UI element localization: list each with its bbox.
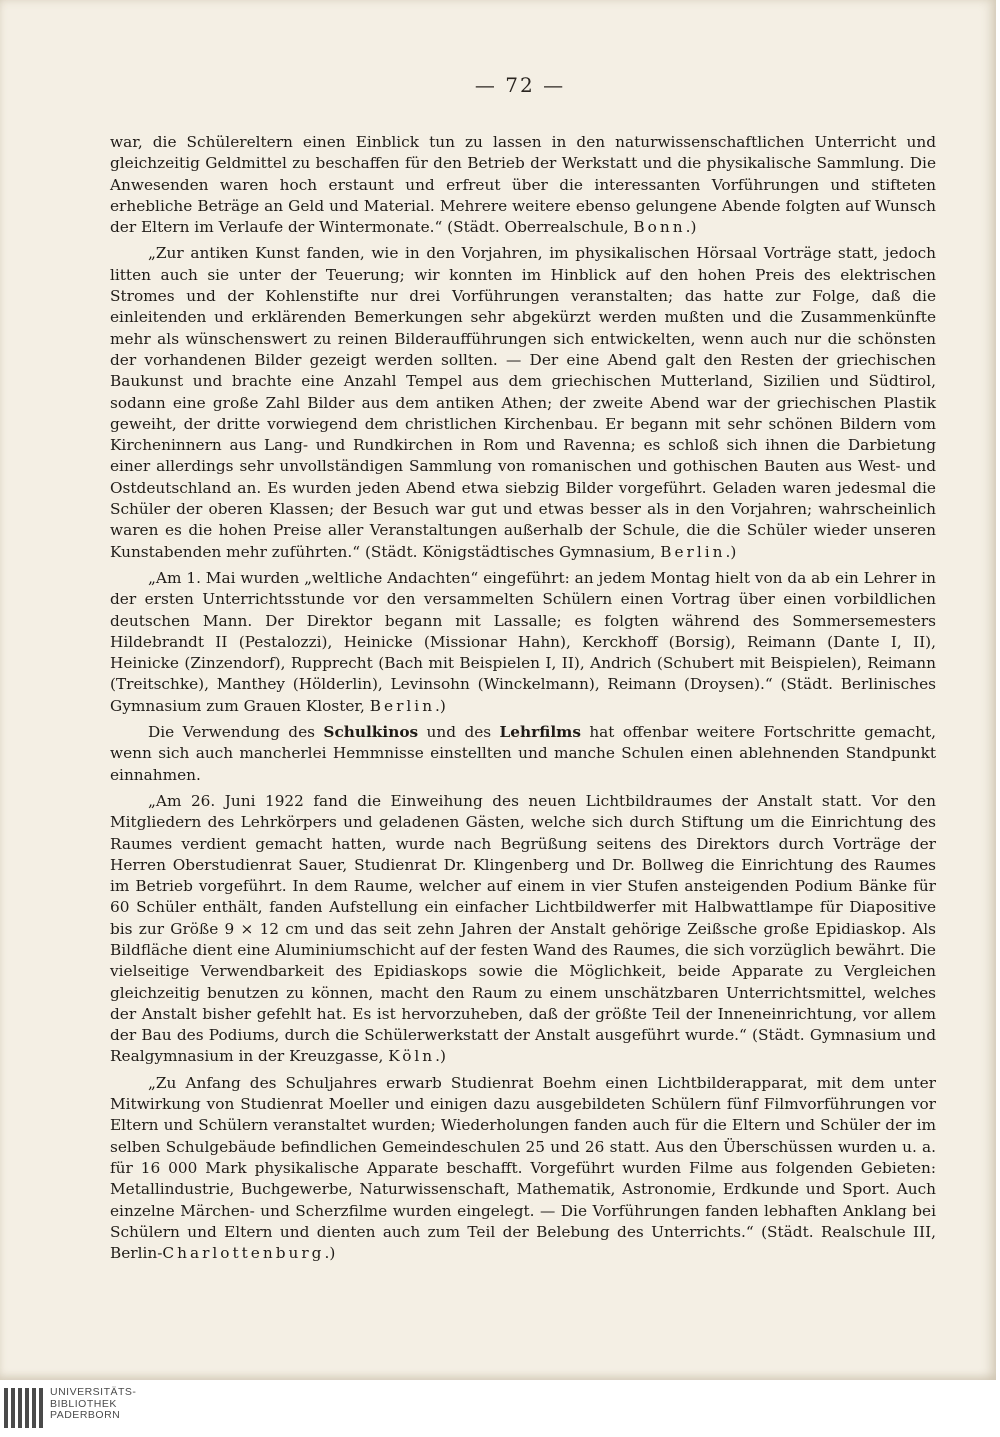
logo-line: BIBLIOTHEK: [50, 1397, 117, 1410]
text-run: „Am 26. Juni 1922 fand die Einweihung des neuen Lichtbildraumes der Anstalt statt. Vor den Mitgliedern des Lehrkörpers und geladenen Gästen, welche sich durch Stiftung um die Einrichtung des Raumes verdient gemacht hatten, wurde nach Begrüßung seitens des Direktors durch Vorträge der Herren Oberstudienrat Sauer, Studienrat Dr. Klingenberg und Dr. Bollweg die Einrichtung des Raumes im Betrieb vorgeführt. In dem Raume, welcher auf einem in vier Stufen ansteigenden Podium Bänke für 60 Schüler enthält, fanden Aufstellung ein einfacher Lichtbildwerfer mit Halbwattlampe für Diapositive bis zur Größe 9 × 12 cm und das seit zehn Jahren der Anstalt gehörige Zeißsche große Epidiaskop. Als Bildfläche dient eine Aluminiumschicht auf der festen Wand des Raumes, die sich vorzüglich bewährt. Die vielseitige Verwendbarkeit des Epidiaskops sowie die Möglichkeit, beide Apparate zu Vergleichen gleichzeitig benutzen zu können, macht den Raum zu einem unschätzbaren Unterrichtsmittel, welches der Anstalt bisher gefehlt hat. Es ist hervorzuheben, daß der größte Teil der Inneneinrichtung, vor allem der Bau des Podiums, durch die Schülerwerkstatt der Anstalt ausgeführt wurde.“ (Städt. Gymnasium und Realgymnasium in der Kreuzgasse,: [110, 791, 936, 1066]
paragraph-intro: [110, 722, 936, 786]
city-name-spaced: Köln: [388, 1047, 436, 1066]
city-name-spaced: Bonn: [633, 218, 686, 237]
logo-line: PADERBORN: [50, 1409, 121, 1421]
city-name-spaced: Charlottenburg: [162, 1244, 325, 1263]
paragraph-quote: [110, 791, 936, 1068]
library-logo-icon: [4, 1388, 44, 1428]
text-run: hat offenbar weitere Fortschritte gemacht, wenn sich auch mancherlei Hemmnisse einstellten und manche Schulen einen ablehnenden Standpunkt einnahmen.: [110, 723, 936, 784]
paragraph-continuation: [110, 132, 936, 238]
text-run: .): [435, 696, 446, 715]
text-run: war, die Schülereltern einen Einblick tun zu lassen in den naturwissenschaftlichen Unterricht und gleichzeitig Geldmittel zu beschaffen für den Betrieb der Werkstatt und die physikalische Sammlung. Die Anwesenden waren hoch erstaunt und erfreut über die interessanten Vorführungen und stifteten erhebliche Beträge an Geld und Material. Mehrere weitere ebenso gelungene Abende folgten auf Wunsch der Eltern im Verlaufe der Wintermonate.“ (Städt. Oberrealschule,: [110, 133, 936, 237]
logo-line: UNIVERSITÄTS-: [50, 1386, 137, 1398]
text-run: .): [725, 542, 737, 561]
city-name-spaced: Berlin: [660, 542, 726, 561]
text-run: „Zur antiken Kunst fanden, wie in den Vorjahren, im physikalischen Hörsaal Vorträge statt, jedoch litten auch sie unter der Teuerung; wir konnten im Hinblick auf den hohen Preis des elektrischen Stromes und der Kohlenstifte nur drei Vorführungen veranstalten; das hatte zur Folge, daß die einleitenden und erklärenden Bemerkungen sehr abgekürzt werden mußten und die Zusammenkünfte mehr als wünschenswert zu reinen Bilderaufführungen sich entwickelten, wenn auch nur die schönsten der vorhandenen Bilder gezeigt werden sollten. — Der eine Abend galt den Resten der griechischen Baukunst und brachte eine Anzahl Tempel aus dem griechischen Mutterland, Sizilien und Südtirol, sodann eine große Zahl Bilder aus dem antiken Athen; der zweite Abend war der griechischen Plastik geweiht, der dritte vorwiegend dem christlichen Kirchenbau. Er begann mit sehr schönen Bildern vom Kircheninnern aus Lang- und Rundkirchen in Rom und Ravenna; es schloß sich ihnen die Darbietung einer allerdings sehr unvollständigen Sammlung von romanischen und gothischen Bauten aus West- und Ostdeutschland an. Es wurden jeden Abend etwa siebzig Bilder vorgeführt. Geladen waren jedesmal die Schüler der oberen Klassen; der Besuch war gut und etwas besser als in den Vorjahren; wahrscheinlich waren es die hohen Preise aller Veranstaltungen außerhalb der Schule, die die Schüler wieder unseren Kunstabenden mehr zuführten.“ (Städt. Königstädtisches Gymnasium,: [110, 244, 936, 561]
page-number: — 72 —: [474, 73, 566, 97]
bold-term: Lehrfilms: [499, 723, 581, 742]
text-run: .): [435, 1047, 447, 1066]
paragraph-quote: [110, 243, 936, 562]
text-run: „Am 1. Mai wurden „weltliche Andachten“ eingeführt: an jedem Montag hielt von da ab ein Lehrer in der ersten Unterrichtsstunde vor den versammelten Schülern einen Vortrag über einen vorbildlichen deutschen Mann. Der Direktor begann mit Lassalle; es folgten während des Sommersemesters Hildebrandt II (Pestalozzi), Heinicke (Missionar Hahn), Kerckhoff (Borsig), Reimann (Dante I, II), Heinicke (Zinzendorf), Rupprecht (Bach mit Beispielen I, II), Andrich (Schubert mit Beispielen), Reimann (Treitschke), Manthey (Hölderlin), Levinsohn (Winckelmann), Reimann (Droysen).“ (Städt. Berlinisches Gymnasium zum Grauen Kloster,: [110, 568, 936, 715]
text-run: „Zu Anfang des Schuljahres erwarb Studienrat Boehm einen Lichtbilderapparat, mit dem unter Mitwirkung von Studienrat Moeller und einigen dazu ausgebildeten Schülern fünf Filmvorführungen vor Eltern und Schülern veranstaltet wurden; Wiederholungen fanden auch für die Eltern und Schüler der im selben Schulgebäude befindlichen Gemeindeschulen 25 und 26 statt. Aus den Überschüssen wurden u. a. für 16 000 Mark physikalische Apparate beschafft. Vorgeführt wurden Filme aus folgenden Gebieten: Metallindustrie, Buchgewerbe, Naturwissenschaft, Mathematik, Astronomie, Erdkunde und Sport. Auch einzelne Märchen- und Scherzfilme wurden eingelegt. — Die Vorführungen fanden lebhaften Anklang bei Schülern und Eltern und dienten auch zum Teil der Belebung des Unterrichts.“ (Städt. Realschule III, Berlin-: [110, 1073, 936, 1263]
library-logo-text: [50, 1387, 136, 1422]
text-run: .): [685, 218, 697, 237]
city-name-spaced: Berlin: [369, 696, 436, 715]
bold-term: Schulkinos: [323, 723, 419, 742]
text-run: .): [324, 1244, 336, 1263]
paragraph-quote: [110, 568, 936, 717]
text-run: und des: [418, 723, 500, 742]
library-footer: [0, 1380, 1000, 1437]
page-body: [110, 132, 936, 1269]
paragraph-quote: [110, 1073, 936, 1265]
text-run: Die Verwendung des: [148, 723, 324, 742]
